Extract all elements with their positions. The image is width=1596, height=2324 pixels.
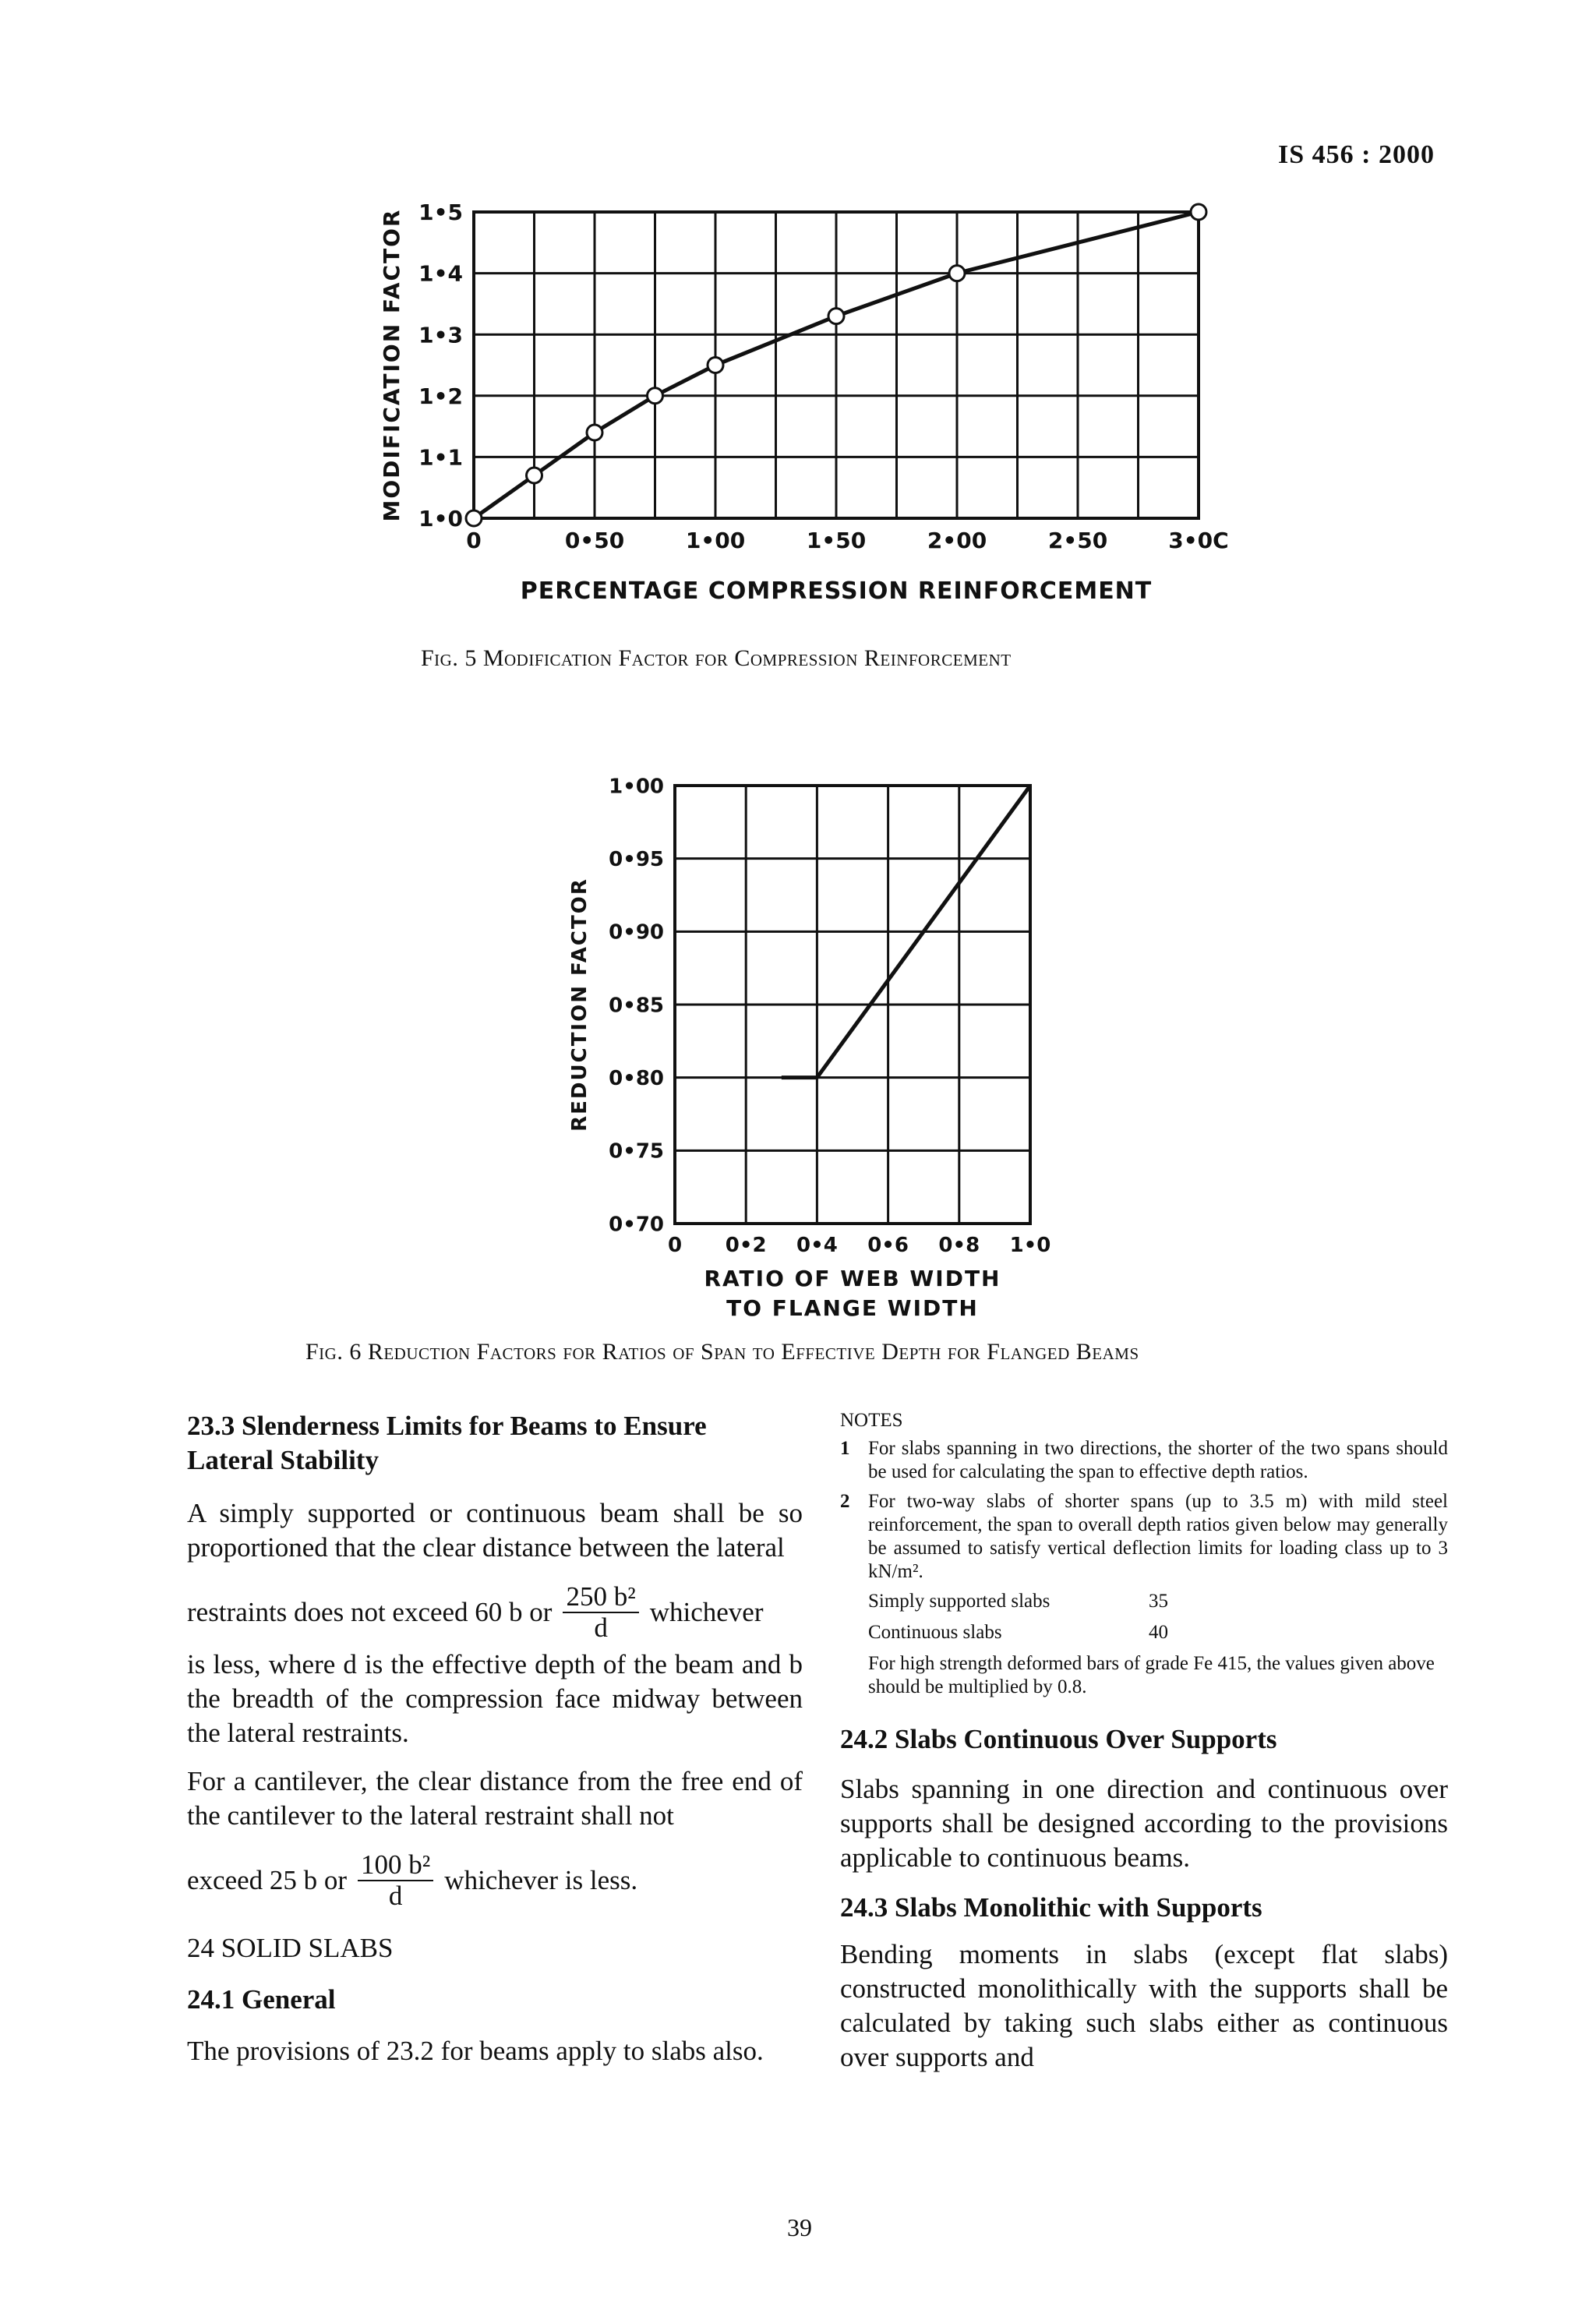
equation-2-numerator: 100 b²: [358, 1850, 433, 1881]
section-24-2-heading: 24.2 Slabs Continuous Over Supports: [840, 1724, 1277, 1754]
continuous-value: 40: [1149, 1622, 1168, 1643]
x-tick-label: 0•8: [938, 1234, 980, 1257]
y-axis-label: MODIFICATION FACTOR: [379, 208, 404, 522]
y-tick-label: 0•85: [609, 994, 664, 1018]
x-axis-label-line-2: TO FLANGE WIDTH: [726, 1295, 979, 1321]
equation-2-denominator: d: [388, 1881, 403, 1911]
y-axis-label: REDUCTION FACTOR: [568, 878, 591, 1132]
note-2-number: 2: [840, 1491, 850, 1512]
y-tick-label: 1•0: [418, 506, 463, 532]
equation-1-denominator: d: [594, 1612, 608, 1643]
section-23-3-equation-2: [187, 1850, 803, 1911]
y-tick-label: 1•4: [418, 260, 463, 287]
x-axis-label: PERCENTAGE COMPRESSION REINFORCEMENT: [520, 577, 1153, 605]
section-23-3-heading: 23.3 Slenderness Limits for Beams to Ensure: [187, 1411, 707, 1441]
x-tick-label: 0•6: [867, 1234, 909, 1257]
x-tick-label: 0: [667, 1234, 683, 1257]
continuous-label: Continuous slabs: [868, 1622, 1002, 1643]
equation-2-prefix: exceed 25 b or: [187, 1865, 348, 1895]
section-24-1-paragraph: The provisions of 23.2 for beams apply to slabs also.: [187, 2036, 764, 2066]
note-1-number: 1: [840, 1438, 850, 1459]
y-tick-label: 1•5: [418, 200, 463, 226]
notes-block: [840, 1409, 1448, 1699]
note-2-values: [868, 1590, 1448, 1699]
simply-supported-label: Simply supported slabs: [868, 1591, 1050, 1612]
x-tick-label: 3•0C: [1168, 528, 1229, 553]
section-23-3-paragraph-1: A simply supported or continuous beam shall be so proportioned that the clear distance between the lateral: [187, 1498, 803, 1563]
left-column: [187, 1409, 803, 2068]
y-tick-label: 0•70: [609, 1213, 664, 1237]
x-tick-label: 2•50: [1047, 528, 1108, 553]
section-23-3-equation-1: [187, 1582, 803, 1643]
continuous-row: [868, 1621, 1448, 1644]
notes-title: NOTES: [840, 1410, 903, 1431]
simply-supported-row: [868, 1590, 1448, 1613]
figure-5-caption: Fig. 5 Modification Factor for Compression Reinforcement: [421, 645, 1012, 671]
section-24-3-paragraph: Bending moments in slabs (except flat slabs) constructed monolithically with the supports shall be calculated by taking such slabs either as continuous over supports and: [840, 1939, 1448, 2072]
section-24-3-heading: 24.3 Slabs Monolithic with Supports: [840, 1892, 1262, 1923]
y-tick-label: 0•80: [609, 1067, 664, 1091]
equation-2-fraction: [358, 1850, 433, 1911]
x-tick-label: 1•0: [1009, 1234, 1051, 1257]
right-column: [840, 1409, 1448, 2075]
equation-2-suffix: whichever is less.: [444, 1865, 638, 1895]
equation-1-suffix: whichever: [649, 1597, 764, 1627]
note-1-text: For slabs spanning in two directions, the shorter of the two spans should be used for calculating the span to effective depth ratios.: [868, 1438, 1448, 1482]
y-tick-label: 1•3: [418, 322, 463, 348]
x-axis-label-line-1: RATIO OF WEB WIDTH: [704, 1266, 1001, 1291]
y-tick-label: 0•90: [609, 920, 664, 945]
note-1: [840, 1437, 1448, 1484]
x-tick-label: 0•50: [564, 528, 625, 553]
y-tick-label: 0•75: [609, 1139, 664, 1164]
equation-1-prefix: restraints does not exceed 60 b or: [187, 1597, 553, 1627]
section-23-3-paragraph-2: is less, where d is the effective depth of the beam and b the breadth of the compression face midway between the lateral restraints.: [187, 1649, 803, 1748]
y-tick-label: 1•2: [418, 383, 463, 409]
standard-number: IS 456 : 2000: [1278, 140, 1435, 169]
x-tick-label: 0•2: [725, 1234, 767, 1257]
figure-6-caption: Fig. 6 Reduction Factors for Ratios of Span to Effective Depth for Flanged Beams: [305, 1339, 1139, 1365]
note-2-tail: For high strength deformed bars of grade Fe 415, the values given above should be multiplied by 0.8.: [868, 1653, 1435, 1697]
section-23-3-heading-cont: Lateral Stability: [187, 1445, 379, 1475]
section-24-2-paragraph: Slabs spanning in one direction and continuous over supports shall be designed according to the provisions applicable to continuous beams.: [840, 1774, 1448, 1873]
note-2-text: For two-way slabs of shorter spans (up to 3.5 m) with mild steel reinforcement, the span to overall depth ratios given below may generally be assumed to satisfy vertical deflection limits for loading class up to 3 kN/m².: [868, 1491, 1448, 1582]
y-tick-label: 1•00: [609, 775, 664, 799]
x-tick-label: 1•00: [685, 528, 746, 553]
x-tick-label: 0: [466, 528, 482, 553]
y-tick-label: 0•95: [609, 848, 664, 872]
page-number: 39: [787, 2213, 812, 2241]
equation-1-fraction: [563, 1582, 638, 1643]
section-23-3-paragraph-3: For a cantilever, the clear distance from the free end of the cantilever to the lateral restraint shall not: [187, 1766, 803, 1831]
y-tick-label: 1•1: [418, 444, 463, 471]
section-24-heading: 24 SOLID SLABS: [187, 1933, 394, 1963]
x-tick-label: 1•50: [806, 528, 867, 553]
note-2: [840, 1490, 1448, 1584]
x-tick-label: 2•00: [927, 528, 987, 553]
section-24-1-heading: 24.1 General: [187, 1984, 336, 2015]
equation-1-numerator: 250 b²: [563, 1582, 638, 1613]
simply-supported-value: 35: [1149, 1591, 1168, 1612]
x-tick-label: 0•4: [796, 1234, 838, 1257]
